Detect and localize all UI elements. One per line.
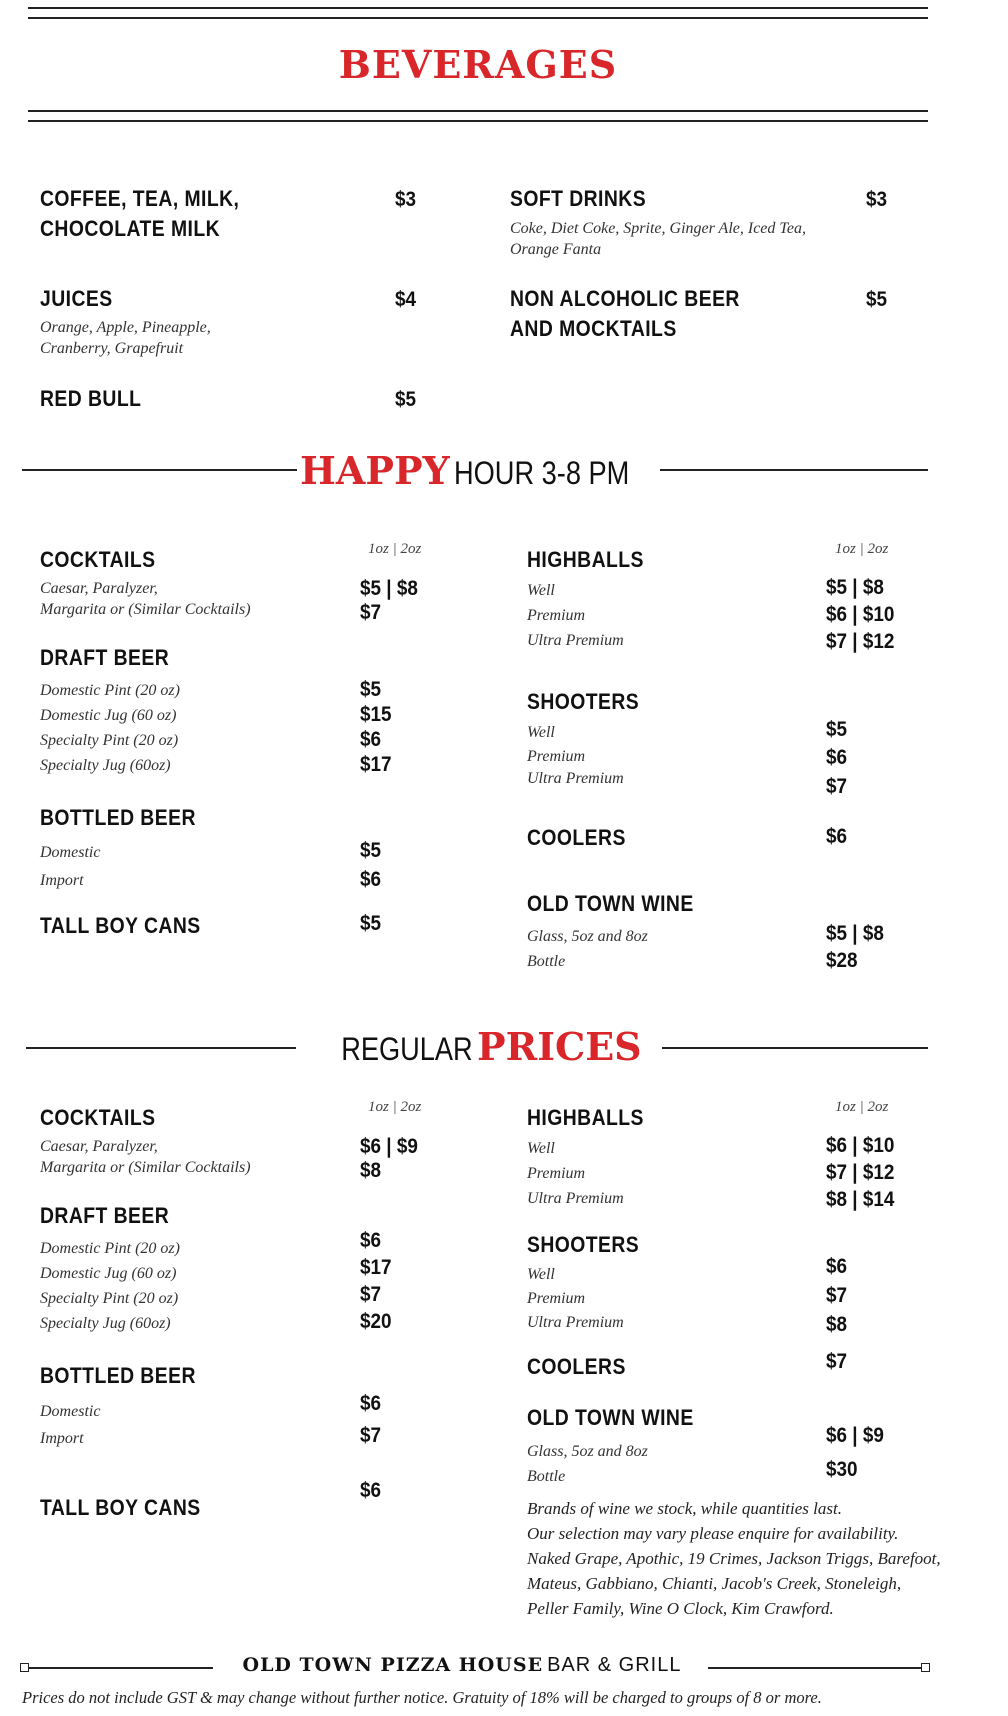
hh-draft-label: Domestic Pint (20 oz)	[40, 682, 180, 699]
bev-coffee-name-2: CHOCOLATE MILK	[40, 216, 221, 241]
hh-cocktails-price-2: $7	[360, 601, 382, 624]
bev-non-alcoholic-price: $5	[866, 288, 888, 311]
beverages-rule-1	[28, 110, 928, 112]
hh-cocktails-name: COCKTAILS	[40, 547, 156, 572]
reg-left-size-label: 1oz | 2oz	[368, 1099, 422, 1115]
bev-soft-drinks-desc: Coke, Diet Coke, Sprite, Ginger Ale, Iced Tea,	[510, 220, 806, 237]
reg-right-size-label: 1oz | 2oz	[835, 1099, 889, 1115]
hh-tall-boy-price: $5	[360, 912, 382, 935]
reg-coolers-name: COOLERS	[527, 1354, 626, 1379]
hh-shooter-price: $6	[826, 746, 848, 769]
reg-wine-name: OLD TOWN WINE	[527, 1405, 694, 1430]
happy-hour-title	[300, 448, 656, 494]
reg-wine-glass-price: $6 | $9	[826, 1424, 884, 1447]
reg-cocktails-price-1: $6 | $9	[360, 1135, 418, 1158]
hh-wine-bottle-price: $28	[826, 949, 858, 972]
reg-shooters-name: SHOOTERS	[527, 1232, 640, 1257]
hh-highball-price: $7 | $12	[826, 630, 895, 653]
footer-restaurant-name: OLD TOWN PIZZA HOUSE	[242, 1654, 544, 1676]
reg-highballs-labels	[527, 1138, 624, 1213]
regular-rule-right	[662, 1047, 928, 1049]
reg-cocktails-desc: Caesar, Paralyzer,	[40, 1138, 158, 1155]
hh-bottled-import-price: $6	[360, 868, 382, 891]
bev-soft-drinks-price: $3	[866, 188, 888, 211]
regular-title-red: PRICES	[477, 1024, 642, 1069]
top-rule-2	[28, 17, 928, 19]
hh-wine-name: OLD TOWN WINE	[527, 891, 694, 916]
hh-bottled-domestic-label: Domestic	[40, 844, 101, 861]
hh-shooter-label: Well	[527, 724, 555, 741]
reg-draft-label: Specialty Pint (20 oz)	[40, 1290, 179, 1307]
hh-shooter-price: $5	[826, 718, 848, 741]
bev-non-alcoholic-name-2: AND MOCKTAILS	[510, 316, 677, 341]
hh-highballs-name: HIGHBALLS	[527, 547, 644, 572]
reg-draft-label: Domestic Jug (60 oz)	[40, 1265, 177, 1282]
hh-right-size-label: 1oz | 2oz	[835, 541, 889, 557]
reg-bottled-domestic-label: Domestic	[40, 1403, 101, 1420]
hh-highball-price: $6 | $10	[826, 603, 895, 626]
hh-draft-price: $15	[360, 703, 392, 726]
footer-brand	[222, 1654, 702, 1677]
hh-highball-label: Well	[527, 582, 555, 599]
wine-note-line: Peller Family, Wine O Clock, Kim Crawford.	[527, 1599, 834, 1618]
reg-wine-bottle-label: Bottle	[527, 1468, 566, 1485]
hh-tall-boy-name: TALL BOY CANS	[40, 913, 201, 938]
bev-juices-price: $4	[395, 288, 417, 311]
reg-highball-label: Well	[527, 1140, 555, 1157]
beverages-title: BEVERAGES	[338, 42, 618, 87]
hh-shooter-price: $7	[826, 775, 848, 798]
hh-highballs-prices	[826, 574, 902, 655]
regular-rule-left	[26, 1047, 296, 1049]
footer-disclaimer: Prices do not include GST & may change without further notice. Gratuity of 18% will be charged to groups of 8 or more.	[22, 1688, 822, 1707]
reg-wine-bottle-price: $30	[826, 1458, 858, 1481]
reg-cocktails-price-2: $8	[360, 1159, 382, 1182]
bev-soft-drinks-name: SOFT DRINKS	[510, 186, 647, 211]
reg-cocktails-name: COCKTAILS	[40, 1105, 156, 1130]
bev-juices-desc: Orange, Apple, Pineapple,	[40, 319, 211, 336]
reg-shooter-price: $7	[826, 1284, 848, 1307]
hh-wine-bottle-label: Bottle	[527, 953, 566, 970]
hh-bottled-beer-name: BOTTLED BEER	[40, 805, 196, 830]
reg-shooter-label: Ultra Premium	[527, 1314, 624, 1331]
reg-draft-label: Specialty Jug (60oz)	[40, 1315, 171, 1332]
reg-draft-label: Domestic Pint (20 oz)	[40, 1240, 180, 1257]
hh-draft-price: $6	[360, 728, 382, 751]
hh-left-size-label: 1oz | 2oz	[368, 541, 422, 557]
hh-bottled-domestic-price: $5	[360, 839, 382, 862]
reg-shooter-label: Well	[527, 1266, 555, 1283]
reg-wine-glass-label: Glass, 5oz and 8oz	[527, 1443, 648, 1460]
reg-cocktails-desc-2: Margarita or (Similar Cocktails)	[40, 1159, 251, 1176]
reg-shooter-price: $6	[826, 1255, 848, 1278]
beverages-rule-2	[28, 120, 928, 122]
reg-bottled-beer-name: BOTTLED BEER	[40, 1363, 196, 1388]
happy-hour-title-rest: HOUR 3-8 PM	[453, 455, 629, 491]
wine-note-line: Our selection may vary please enquire for availability.	[527, 1524, 899, 1543]
reg-highball-price: $8 | $14	[826, 1188, 895, 1211]
hh-shooters-name: SHOOTERS	[527, 689, 640, 714]
hh-cocktails-desc-2: Margarita or (Similar Cocktails)	[40, 601, 251, 618]
footer-rule-right	[708, 1667, 921, 1669]
hh-draft-beer-labels	[40, 680, 180, 780]
hh-coolers-price: $6	[826, 825, 848, 848]
reg-draft-price: $20	[360, 1310, 392, 1333]
regular-title-rest: REGULAR	[341, 1031, 474, 1067]
top-rule-1	[28, 7, 928, 9]
reg-highball-price: $6 | $10	[826, 1134, 895, 1157]
reg-draft-price: $7	[360, 1283, 382, 1306]
reg-tall-boy-name: TALL BOY CANS	[40, 1495, 201, 1520]
hh-draft-price: $17	[360, 753, 392, 776]
wine-brands-note	[527, 1496, 997, 1621]
bev-red-bull-name: RED BULL	[40, 386, 142, 411]
bev-juices-name: JUICES	[40, 286, 113, 311]
hh-draft-label: Specialty Pint (20 oz)	[40, 732, 179, 749]
hh-shooter-label: Premium	[527, 748, 586, 765]
happy-hour-title-red: HAPPY	[300, 448, 450, 493]
reg-draft-price: $6	[360, 1229, 382, 1252]
reg-tall-boy-price: $6	[360, 1479, 382, 1502]
reg-highball-label: Ultra Premium	[527, 1190, 624, 1207]
regular-title	[302, 1024, 658, 1072]
reg-highballs-name: HIGHBALLS	[527, 1105, 644, 1130]
wine-note-line: Mateus, Gabbiano, Chianti, Jacob's Creek, Stoneleigh,	[527, 1574, 902, 1593]
hh-highball-price: $5 | $8	[826, 576, 884, 599]
reg-shooter-label: Premium	[527, 1290, 586, 1307]
hh-draft-label: Domestic Jug (60 oz)	[40, 707, 177, 724]
reg-draft-beer-labels	[40, 1238, 180, 1338]
hh-draft-beer-prices	[360, 676, 395, 776]
hh-draft-label: Specialty Jug (60oz)	[40, 757, 171, 774]
bev-juices-desc-2: Cranberry, Grapefruit	[40, 340, 184, 357]
hh-draft-price: $5	[360, 678, 382, 701]
hh-draft-beer-name: DRAFT BEER	[40, 645, 170, 670]
hh-bottled-import-label: Import	[40, 872, 84, 889]
bev-coffee-name: COFFEE, TEA, MILK,	[40, 186, 240, 211]
reg-highball-price: $7 | $12	[826, 1161, 895, 1184]
happy-hour-rule-left	[22, 469, 297, 471]
reg-shooter-price: $8	[826, 1313, 848, 1336]
hh-highball-label: Premium	[527, 607, 586, 624]
hh-wine-glass-price: $5 | $8	[826, 922, 884, 945]
hh-shooter-label: Ultra Premium	[527, 770, 624, 787]
bev-non-alcoholic-name: NON ALCOHOLIC BEER	[510, 286, 740, 311]
reg-bottled-domestic-price: $6	[360, 1392, 382, 1415]
reg-draft-beer-name: DRAFT BEER	[40, 1203, 170, 1228]
reg-bottled-import-price: $7	[360, 1424, 382, 1447]
reg-draft-beer-prices	[360, 1227, 395, 1335]
hh-highballs-labels	[527, 580, 624, 655]
reg-highball-label: Premium	[527, 1165, 586, 1182]
hh-highball-label: Ultra Premium	[527, 632, 624, 649]
bev-soft-drinks-desc-2: Orange Fanta	[510, 241, 602, 258]
footer-restaurant-sub: BAR & GRILL	[547, 1654, 682, 1676]
hh-coolers-name: COOLERS	[527, 825, 626, 850]
reg-coolers-price: $7	[826, 1350, 848, 1373]
hh-cocktails-price-1: $5 | $8	[360, 577, 418, 600]
footer-rule-left	[28, 1667, 213, 1669]
reg-highballs-prices	[826, 1132, 902, 1213]
hh-wine-glass-label: Glass, 5oz and 8oz	[527, 928, 648, 945]
reg-bottled-import-label: Import	[40, 1430, 84, 1447]
wine-note-line: Brands of wine we stock, while quantities last.	[527, 1499, 842, 1518]
footer-rule-right-cap	[921, 1663, 930, 1672]
bev-coffee-price: $3	[395, 188, 417, 211]
wine-note-line: Naked Grape, Apothic, 19 Crimes, Jackson Triggs, Barefoot,	[527, 1549, 941, 1568]
bev-red-bull-price: $5	[395, 388, 417, 411]
happy-hour-rule-right	[660, 469, 928, 471]
hh-cocktails-desc: Caesar, Paralyzer,	[40, 580, 158, 597]
reg-draft-price: $17	[360, 1256, 392, 1279]
